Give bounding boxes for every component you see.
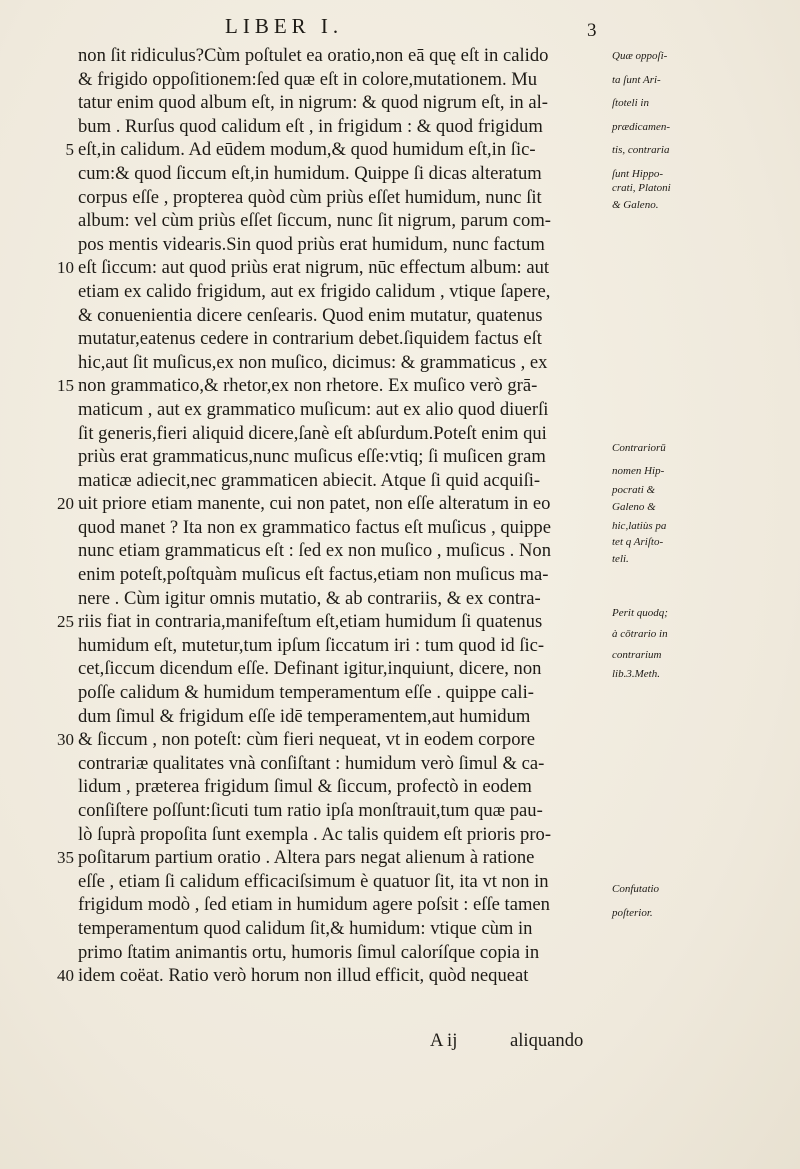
- line-text: cum:& quod ſiccum eſt,in humidum. Quippe ſi dicas alteratum: [78, 162, 542, 184]
- text-line: [78, 233, 608, 257]
- text-line: [78, 162, 608, 186]
- line-text: priùs erat grammaticus,nunc muſicus eſſe:vtiq; ſi muſicen gram: [78, 446, 546, 468]
- line-number: 15: [57, 376, 74, 396]
- margin-note: & Galeno.: [612, 198, 659, 211]
- margin-note: Quæ oppoſi-: [612, 50, 668, 62]
- text-line: [78, 539, 608, 563]
- text-line: [78, 870, 608, 894]
- text-line: [78, 209, 608, 233]
- text-line: [78, 634, 608, 658]
- page-footer: [0, 1029, 800, 1053]
- line-text: lidum , præterea frigidum ſimul & ſiccum, profectò in eodem: [78, 776, 532, 798]
- line-text: eſt ſiccum: aut quod priùs erat nigrum, nūc effectum album: aut: [78, 257, 550, 279]
- running-head: LIBER I.: [225, 14, 344, 38]
- text-line: [78, 44, 608, 68]
- line-text: eſt,in calidum. Ad eūdem modum,& quod humidum eſt,in ſic-: [78, 139, 536, 161]
- margin-note: ſunt Hippo-: [612, 168, 664, 180]
- text-line: [57, 256, 608, 280]
- text-line: [78, 445, 608, 469]
- line-text: corpus eſſe , propterea quòd cùm priùs eſſet humidum, nunc ſit: [78, 186, 542, 208]
- line-text: cet,ſiccum dicendum eſſe. Definant igitur,inquiunt, dicere, non: [78, 658, 542, 680]
- margin-note: ta ſunt Ari-: [612, 73, 661, 86]
- line-number: 10: [57, 258, 74, 278]
- catchword: aliquando: [510, 1030, 584, 1051]
- text-line: [57, 374, 608, 398]
- margin-note: crati, Platoni: [612, 182, 671, 195]
- margin-note: ſtoteli in: [612, 97, 649, 110]
- line-text: idem coëat. Ratio verò horum non illud efficit, quòd nequeat: [78, 965, 529, 987]
- text-line: [57, 728, 608, 752]
- margin-note: Confutatio: [612, 883, 660, 896]
- line-number: 25: [57, 612, 74, 632]
- margin-note: Perit quodq;: [612, 606, 668, 619]
- line-text: maticæ adiecit,nec grammaticen abiecit. Atque ſi quid acquiſi-: [78, 469, 541, 491]
- line-number: 20: [57, 494, 74, 514]
- line-text: temperamentum quod calidum ſit,& humidum: vtique cùm in: [78, 917, 533, 939]
- text-line: [78, 917, 608, 941]
- line-text: poſitarum partium oratio . Altera pars negat alienum à ratione: [78, 847, 535, 869]
- line-text: pos mentis videaris.Sin quod priùs erat humidum, nunc factum: [78, 233, 545, 255]
- text-line: [78, 327, 608, 351]
- text-line: [78, 681, 608, 705]
- text-line: [78, 304, 608, 328]
- text-line: [78, 68, 608, 92]
- text-line: [78, 115, 608, 139]
- margin-note: nomen Hip-: [612, 465, 665, 478]
- text-line: [78, 941, 608, 965]
- line-text: & ſiccum , non poteſt: cùm fieri nequeat, vt in eodem corpore: [78, 729, 535, 751]
- margin-note: teli.: [612, 552, 629, 565]
- line-text: humidum eſt, mutetur,tum ipſum ſiccatum iri : tum quod id ſic-: [78, 634, 545, 656]
- line-text: non grammatico,& rhetor,ex non rhetore. Ex muſico verò grā-: [78, 375, 538, 397]
- text-line: [78, 657, 608, 681]
- margin-note: poſterior.: [612, 906, 653, 919]
- line-text: etiam ex calido frigidum, aut ex frigido calidum , vtique ſapere,: [78, 280, 551, 302]
- text-line: [78, 893, 608, 917]
- line-text: nere . Cùm igitur omnis mutatio, & ab contrariis, & ex contra-: [78, 587, 541, 609]
- main-text-block: [57, 44, 608, 988]
- line-text: eſſe , etiam ſi calidum efficaciſsimum è quatuor ſit, ita vt non in: [78, 870, 549, 892]
- margin-note: tis, contraria: [612, 144, 670, 157]
- line-text: tatur enim quod album eſt, in nigrum: & quod nigrum eſt, in al-: [78, 92, 548, 114]
- line-text: hic,aut ſit muſicus,ex non muſico, dicimus: & grammaticus , ex: [78, 351, 548, 373]
- line-text: dum ſimul & frigidum eſſe idē temperamentem,aut humidum: [78, 705, 531, 727]
- text-line: [78, 469, 608, 493]
- line-text: ſit generis,fieri aliquid dicere,ſanè eſt abſurdum.Poteſt enim qui: [78, 422, 547, 444]
- line-text: poſſe calidum & humidum temperamentum eſſe . quippe cali-: [78, 682, 534, 704]
- line-text: riis fiat in contraria,manifeſtum eſt,etiam humidum ſi quatenus: [78, 611, 543, 633]
- line-number: 40: [57, 966, 74, 986]
- line-text: album: vel cùm priùs eſſet ſiccum, nunc ſit nigrum, parum com-: [78, 210, 551, 232]
- line-text: bum . Rurſus quod calidum eſt , in frigidum : & quod frigidum: [78, 115, 543, 137]
- text-line: [57, 964, 608, 988]
- line-text: frigidum modò , ſed etiam in humidum agere poſsit : eſſe tamen: [78, 894, 550, 916]
- line-text: lò ſuprà propoſita ſunt exempla . Ac talis quidem eſt prioris pro-: [78, 823, 552, 845]
- text-line: [78, 775, 608, 799]
- text-line: [57, 610, 608, 634]
- line-text: contrariæ qualitates vnà conſiſtant : humidum verò ſimul & ca-: [78, 752, 545, 774]
- line-number: 5: [65, 140, 74, 160]
- text-line: [57, 846, 608, 870]
- text-line: [78, 752, 608, 776]
- text-line: [78, 563, 608, 587]
- text-line: [78, 799, 608, 823]
- signature-mark: A ij: [430, 1030, 458, 1051]
- margin-note: prædicamen-: [612, 120, 671, 133]
- text-line: [78, 422, 608, 446]
- margin-note: lib.3.Meth.: [612, 668, 660, 681]
- line-text: & conuenientia dicere cenſearis. Quod enim mutatur, quatenus: [78, 304, 543, 326]
- text-line: [78, 823, 608, 847]
- text-line: [78, 398, 608, 422]
- margin-note: tet q Ariſto-: [612, 536, 664, 549]
- text-line: [78, 186, 608, 210]
- line-text: maticum , aut ex grammatico muſicum: aut ex alio quod diuerſi: [78, 398, 549, 420]
- margin-note: pocrati &: [612, 484, 656, 497]
- line-text: enim poteſt,poſtquàm muſicus eſt factus,etiam non muſicus ma-: [78, 564, 549, 586]
- line-text: uit priore etiam manente, cui non patet, non eſſe alteratum in eo: [78, 493, 551, 515]
- margin-note: Galeno &: [612, 500, 656, 513]
- page-number: 3: [587, 20, 597, 41]
- text-line: [78, 351, 608, 375]
- text-line: [57, 492, 608, 516]
- line-number: 35: [57, 848, 74, 868]
- line-text: quod manet ? Ita non ex grammatico factus eſt muſicus , quippe: [78, 516, 551, 538]
- margin-note: hic,latiùs pa: [612, 519, 667, 532]
- line-text: nunc etiam grammaticus eſt : ſed ex non muſico , muſicus . Non: [78, 540, 552, 562]
- text-line: [78, 91, 608, 115]
- margin-note: à cōtrario in: [612, 628, 668, 641]
- text-line: [78, 705, 608, 729]
- line-text: & frigido oppoſitionem:ſed quæ eſt in colore,mutationem. Mu: [78, 68, 538, 90]
- text-line: [65, 138, 608, 162]
- line-text: primo ſtatim animantis ortu, humoris ſimul caloríſque copia in: [78, 941, 540, 963]
- text-line: [78, 516, 608, 540]
- margin-note: Contrariorū: [612, 441, 666, 454]
- line-number: 30: [57, 730, 74, 750]
- line-text: non ſit ridiculus?Cùm poſtulet ea oratio,non eā quę eſt in calido: [78, 45, 549, 66]
- text-line: [78, 280, 608, 304]
- line-text: conſiſtere poſſunt:ſicuti tum ratio ipſa monſtrauit,tum quæ pau-: [78, 800, 543, 821]
- line-text: mutatur,eatenus cedere in contrarium debet.ſiquidem factus eſt: [78, 328, 542, 350]
- text-line: [78, 587, 608, 611]
- margin-note: contrarium: [612, 649, 662, 662]
